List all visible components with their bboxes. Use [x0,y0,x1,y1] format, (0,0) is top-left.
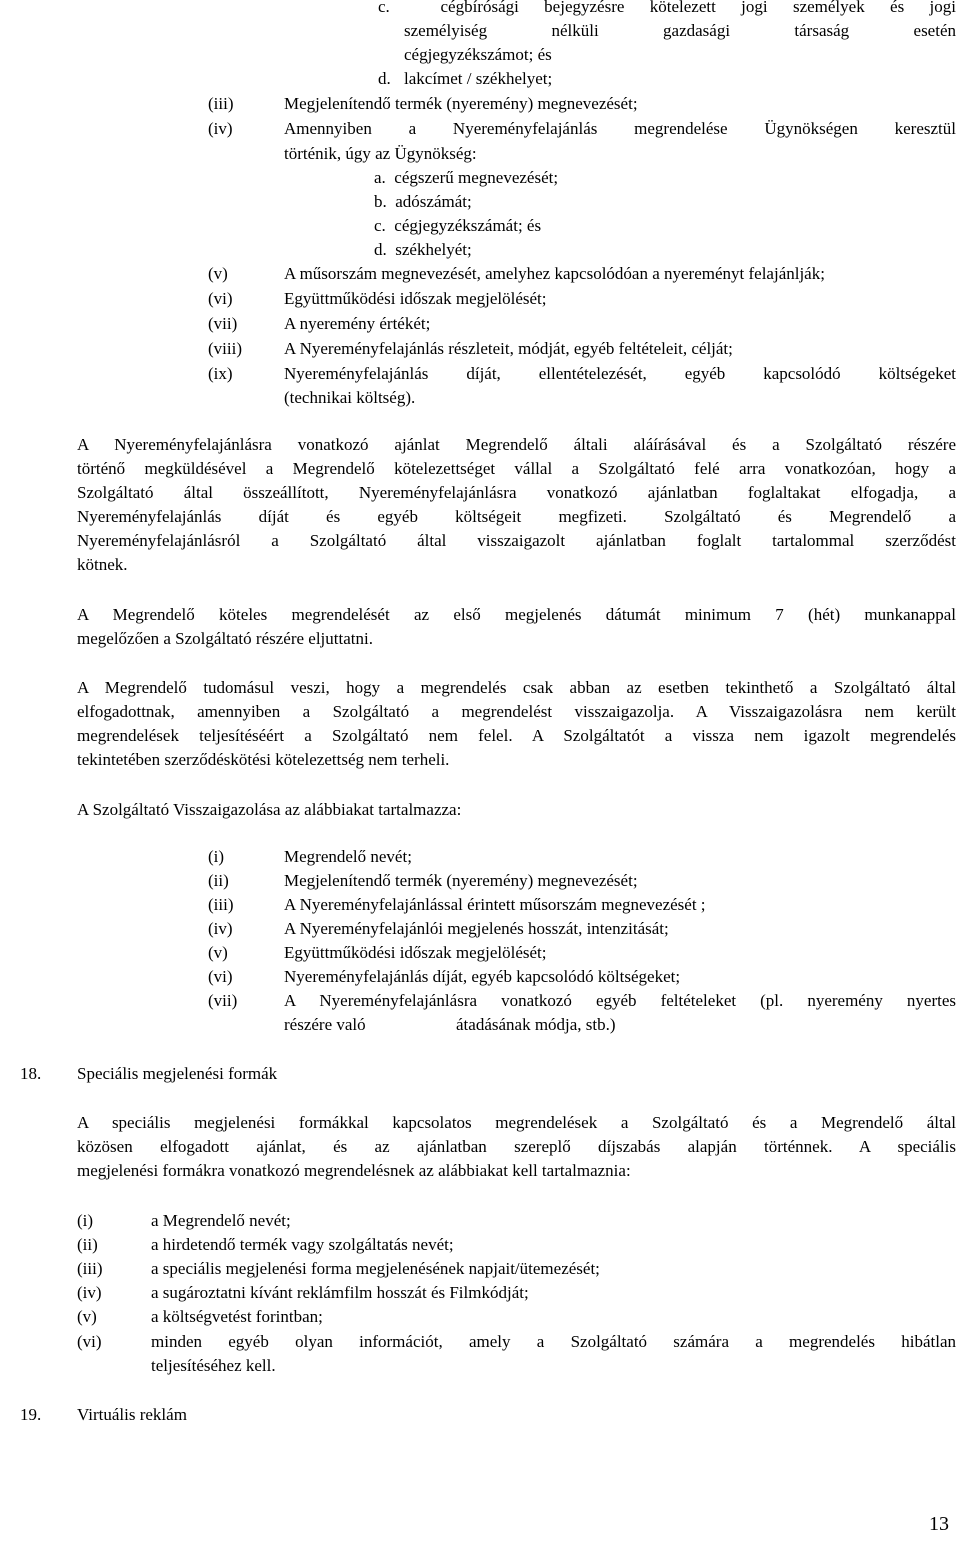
confirm-num: (vii) [208,991,238,1010]
confirm-text-cont: átadásának módja, stb.) [456,1015,616,1034]
list-item-d-text: lakcímet / székhelyet; [404,69,553,88]
list-text-iv-line1: Amennyiben a Nyereményfelajánlás megrendelése Ügynökségen keresztül [284,119,956,138]
list-text-iii: Megjelenítendő termék (nyeremény) megnevezését; [284,94,638,113]
paragraph-line: megrendelések teljesítéséért a Szolgáltató nem felel. A Szolgáltatót a vissza nem igazolt megrendelés [77,726,956,745]
confirm-num: (iii) [208,895,234,914]
list-num-ix: (ix) [208,364,233,383]
list-text-v: A műsorszám megnevezését, amelyhez kapcsolódóan a nyereményt felajánlják; [284,264,825,283]
paragraph-line: A speciális megjelenési formákkal kapcsolatos megrendelések a Szolgáltató és a Megrendelő által [77,1113,956,1132]
confirm-text: Nyereményfelajánlás díját, egyéb kapcsolódó költségeket; [284,967,681,986]
special-num: (v) [77,1307,97,1326]
list-num-v: (v) [208,264,228,283]
confirm-num: (ii) [208,871,229,890]
paragraph-line: A Megrendelő tudomásul veszi, hogy a megrendelés csak abban az esetben tekinthető a Szolgáltató által [77,678,956,697]
special-text: a sugároztatni kívánt reklámfilm hosszát és Filmkódját; [151,1283,529,1302]
list-item-c-line2: személyiség nélküli gazdasági társaság esetén [404,21,956,40]
paragraph-acceptance [77,676,956,772]
special-num: (iv) [77,1283,102,1302]
special-num: (iii) [77,1259,103,1278]
paragraph-line: történő megküldésével a Megrendelő kötelezettséget vállal a Szolgáltató felé arra vonatkozóan, hogy a [77,459,956,478]
list-num-viii: (viii) [208,339,242,358]
paragraph-line: tekintetében szerződéskötési kötelezettség nem terheli. [77,750,450,769]
special-num: (vi) [77,1332,102,1351]
paragraph-offer [77,433,956,577]
section-title: Speciális megjelenési formák [77,1064,278,1083]
paragraph-line: megelőzően a Szolgáltató részére eljuttatni. [77,629,373,648]
sub-item-b: b. adószámát; [374,192,472,211]
paragraph-line: A Megrendelő köteles megrendelését az első megjelenés dátumát minimum 7 (hét) munkanappal [77,605,956,624]
confirm-text: A Nyereményfelajánlásra vonatkozó egyéb feltételeket (pl. nyeremény nyertes [284,991,956,1010]
special-text: a Megrendelő nevét; [151,1211,291,1230]
sub-item-c: c. cégjegyzékszámát; és [374,216,542,235]
confirm-num: (v) [208,943,228,962]
list-text-iv-line2: történik, úgy az Ügynökség: [284,144,477,163]
section-number: 18. [20,1064,42,1083]
sub-item-d: d. székhelyét; [374,240,472,259]
list-text-ix-line2: (technikai költség). [284,388,416,407]
confirm-num: (vi) [208,967,233,986]
confirm-text: A Nyereményfelajánlói megjelenés hosszát, intenzitását; [284,919,669,938]
section-number: 19. [20,1405,42,1424]
list-text-ix-line1: Nyereményfelajánlás díját, ellentételezését, egyéb kapcsolódó költségeket [284,364,956,383]
paragraph-deadline [77,603,956,651]
list-item-c-line1: c. cégbírósági bejegyzésre kötelezett jogi személyek és jogi [378,0,956,16]
section-title: Virtuális reklám [77,1405,187,1424]
list-item-c-line3: cégjegyzékszámot; és [404,45,552,64]
list-text-vii: A nyeremény értékét; [284,314,431,333]
list-item-d-label: d. [378,69,391,88]
list-num-vii: (vii) [208,314,238,333]
confirm-text-cont: részére való [284,1015,366,1034]
confirm-text: Együttműködési időszak megjelölését; [284,943,547,962]
list-num-iii: (iii) [208,94,234,113]
paragraph-line: kötnek. [77,555,128,574]
page-number: 13 [929,1513,949,1535]
paragraph-line: megjelenési formákra vonatkozó megrendelésnek az alábbiakat kell tartalmaznia: [77,1161,631,1180]
special-num: (i) [77,1211,94,1230]
paragraph-special-forms [77,1111,956,1183]
sub-item-a: a. cégszerű megnevezését; [374,168,559,187]
confirm-text: Megjelenítendő termék (nyeremény) megnevezését; [284,871,638,890]
paragraph-line: elfogadottnak, amennyiben a Szolgáltató a megrendelést visszaigazolja. A Visszaigazolásra nem került [77,702,956,721]
confirm-text: A Nyereményfelajánlással érintett műsorszám megnevezését ; [284,895,706,914]
list-num-iv: (iv) [208,119,233,138]
list-text-viii: A Nyereményfelajánlás részleteit, módját, egyéb feltételeit, célját; [284,339,733,358]
special-text: minden egyéb olyan információt, amely a Szolgáltató számára a megrendelés hibátlan [151,1332,956,1351]
paragraph-line: közösen elfogadott ajánlat, és az ajánlatban szereplő díjszabás alapján történnek. A speciális [77,1137,956,1156]
confirm-text: Megrendelő nevét; [284,847,412,866]
paragraph-line: Nyereményfelajánlásról a Szolgáltató által visszaigazolt ajánlatban foglalt tartalommal szerződést [77,531,956,550]
paragraph-line: A Nyereményfelajánlásra vonatkozó ajánlat Megrendelő általi aláírásával és a Szolgáltató részére [77,435,956,454]
special-num: (ii) [77,1235,98,1254]
paragraph-line: Nyereményfelajánlás díját és egyéb költségeit megfizeti. Szolgáltató és Megrendelő a [77,507,956,526]
special-text: a költségvetést forintban; [151,1307,323,1326]
confirm-num: (iv) [208,919,233,938]
special-text-cont: teljesítéséhez kell. [151,1356,276,1375]
paragraph-line: Szolgáltató által összeállított, Nyereményfelajánlásra vonatkozó ajánlatban foglaltakat elfogadja, a [77,483,956,502]
list-num-vi: (vi) [208,289,233,308]
paragraph-confirm-intro: A Szolgáltató Visszaigazolása az alábbiakat tartalmazza: [77,800,462,819]
special-text: a speciális megjelenési forma megjelenésének napjait/ütemezését; [151,1259,600,1278]
special-text: a hirdetendő termék vagy szolgáltatás nevét; [151,1235,454,1254]
confirm-num: (i) [208,847,225,866]
list-text-vi: Együttműködési időszak megjelölését; [284,289,547,308]
